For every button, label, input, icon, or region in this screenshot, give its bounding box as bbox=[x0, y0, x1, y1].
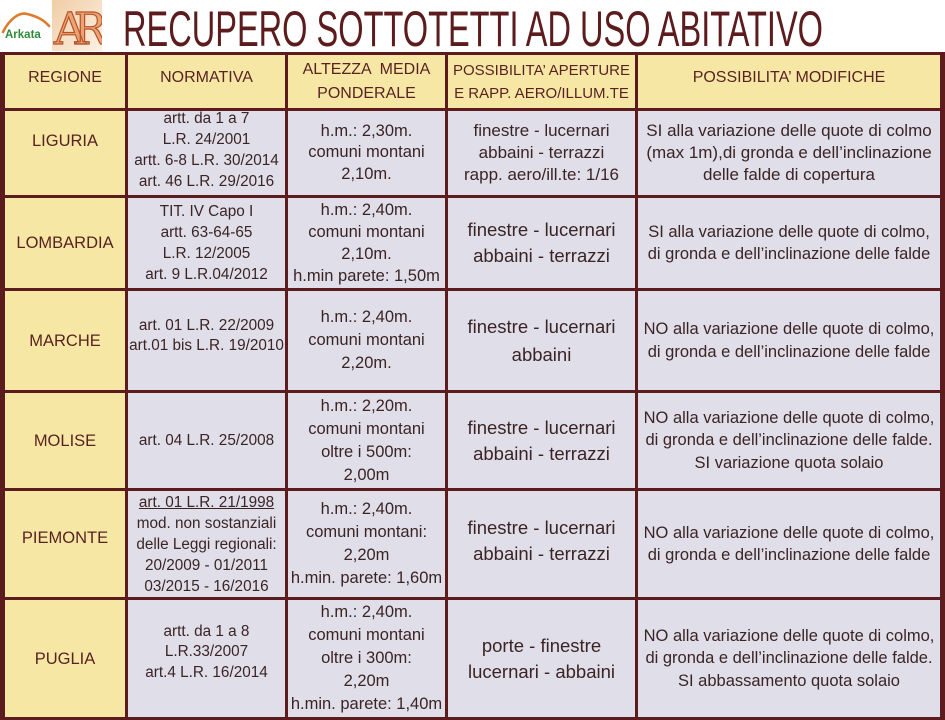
modifiche-line: NO alla variazione delle quote di colmo, bbox=[643, 523, 935, 542]
normativa-line: art. 9 L.R.04/2012 bbox=[145, 266, 268, 283]
normativa-line: artt. da 1 a 8 bbox=[163, 622, 250, 640]
normativa-line: art. 46 L.R. 29/2016 bbox=[138, 173, 275, 190]
altezza-line: oltre i 500m: bbox=[321, 442, 412, 461]
modifiche-line: di gronda e dell’inclinazione delle falde bbox=[647, 245, 931, 263]
modifiche-line: di gronda e dell’inclinazione delle falde bbox=[647, 546, 931, 564]
modifiche-cell-puglia bbox=[638, 600, 940, 717]
altezza-line: h.m.: 2,40m. bbox=[320, 201, 413, 219]
modifiche-line: SI alla variazione delle quote di colmo, bbox=[648, 222, 930, 241]
normativa-line: mod. non sostanziali bbox=[136, 514, 277, 532]
modifiche-line: SI variazione quota solaio bbox=[694, 453, 884, 472]
altezza-line: 2,20m bbox=[343, 672, 390, 690]
altezza-line: h.m.: 2,20m. bbox=[320, 396, 413, 415]
altezza-line: comuni montani bbox=[308, 626, 425, 644]
altezza-line: h.m.: 2,40m. bbox=[320, 308, 413, 326]
header-label: REGIONE bbox=[28, 68, 102, 86]
header-modifiche bbox=[638, 55, 940, 108]
modifiche-cell-lombardia bbox=[638, 198, 940, 288]
normativa-line: L.R.33/2007 bbox=[164, 643, 249, 661]
altezza-line: h.m.: 2,40m. bbox=[320, 500, 413, 518]
aperture-cell-marche bbox=[448, 291, 635, 390]
altezza-cell-marche bbox=[288, 291, 445, 390]
normativa-line: art.01 bis L.R. 19/2010 bbox=[129, 337, 284, 354]
normativa-line: art. 04 L.R. 25/2008 bbox=[138, 432, 275, 449]
region-lombardia bbox=[5, 198, 125, 288]
normativa-line: art. 01 L.R. 21/1998 bbox=[138, 493, 275, 511]
modifiche-cell-liguria bbox=[638, 111, 940, 195]
region-piemonte bbox=[5, 491, 125, 597]
header-label: POSSIBILITA’ MODIFICHE bbox=[692, 68, 886, 86]
altezza-cell-liguria bbox=[288, 111, 445, 195]
altezza-cell-puglia bbox=[288, 600, 445, 717]
modifiche-line: NO alla variazione delle quote di colmo, bbox=[643, 408, 935, 427]
altezza-line: comuni montani bbox=[308, 143, 425, 162]
aperture-line: finestre - lucernari bbox=[467, 315, 616, 337]
normativa-cell-puglia bbox=[128, 600, 285, 717]
aperture-line: abbaini bbox=[511, 343, 572, 365]
regulations-table bbox=[0, 52, 945, 720]
normativa-cell-molise bbox=[128, 393, 285, 488]
header-aperture bbox=[448, 55, 635, 108]
modifiche-line: di gronda e dell’inclinazione delle falde. bbox=[645, 431, 933, 450]
altezza-line: h.m.: 2,30m. bbox=[320, 121, 413, 140]
aperture-cell-liguria bbox=[448, 111, 635, 195]
altezza-line: 2,00m bbox=[343, 465, 390, 484]
normativa-line: art. 01 L.R. 22/2009 bbox=[138, 317, 275, 334]
aperture-cell-lombardia bbox=[448, 198, 635, 288]
altezza-line: 2,10m. bbox=[341, 164, 392, 183]
ar-monogram-logo bbox=[52, 0, 102, 51]
aperture-line: finestre - lucernari bbox=[473, 121, 610, 140]
normativa-cell-lombardia bbox=[128, 198, 285, 288]
region-liguria bbox=[5, 111, 125, 195]
altezza-line: 2,20m. bbox=[341, 354, 392, 372]
header-label: ALTEZZA MEDIA bbox=[302, 60, 431, 78]
normativa-line: TIT. IV Capo I bbox=[159, 203, 254, 220]
altezza-line: 2,20m bbox=[343, 546, 390, 564]
modifiche-line: di gronda e dell’inclinazione delle falde bbox=[647, 342, 931, 361]
page-title-text: RECUPERO SOTTOTETTI AD USO ABITATIVO bbox=[123, 1, 823, 52]
region-puglia bbox=[5, 600, 125, 717]
normativa-line: delle Leggi regionali: bbox=[136, 535, 277, 553]
aperture-line: abbaini - terrazzi bbox=[478, 143, 605, 162]
altezza-line: 2,10m. bbox=[341, 245, 392, 263]
normativa-line: 20/2009 - 01/2011 bbox=[144, 556, 269, 574]
region-name: PUGLIA bbox=[34, 649, 96, 668]
monogram-letters: AR bbox=[54, 4, 95, 51]
altezza-line: comuni montani bbox=[308, 419, 425, 438]
modifiche-line: di gronda e dell’inclinazione delle falde. bbox=[645, 649, 933, 668]
altezza-line: h.min parete: 1,50m bbox=[293, 267, 440, 285]
modifiche-cell-molise bbox=[638, 393, 940, 488]
region-name: LOMBARDIA bbox=[16, 234, 114, 252]
page-title bbox=[121, 0, 827, 52]
modifiche-line: NO alla variazione delle quote di colmo, bbox=[643, 626, 935, 645]
region-name: PIEMONTE bbox=[21, 529, 109, 547]
aperture-line: porte - finestre bbox=[481, 634, 602, 656]
modifiche-cell-marche bbox=[638, 291, 940, 390]
altezza-line: comuni montani bbox=[308, 331, 425, 349]
normativa-line: L.R. 12/2005 bbox=[162, 245, 251, 262]
header-regione bbox=[5, 55, 125, 108]
region-name: MARCHE bbox=[29, 331, 101, 350]
aperture-line: abbaini - terrazzi bbox=[473, 245, 610, 266]
normativa-line: artt. da 1 a 7 bbox=[163, 110, 250, 127]
region-name: LIGURIA bbox=[31, 132, 99, 150]
modifiche-line: NO alla variazione delle quote di colmo, bbox=[643, 320, 935, 338]
header-label: E RAPP. AERO/ILLUM.TE bbox=[454, 84, 629, 102]
modifiche-line: SI alla variazione delle quote di colmo bbox=[646, 121, 932, 140]
normativa-line: artt. 6-8 L.R. 30/2014 bbox=[134, 152, 279, 169]
modifiche-line: SI abbassamento quota solaio bbox=[678, 671, 900, 690]
aperture-cell-piemonte bbox=[448, 491, 635, 597]
altezza-cell-molise bbox=[288, 393, 445, 488]
brand-name: Arkata bbox=[5, 29, 41, 41]
modifiche-line: (max 1m),di gronda e dell’inclinazione bbox=[646, 143, 932, 162]
normativa-line: artt. 63-64-65 bbox=[160, 224, 253, 241]
aperture-cell-molise bbox=[448, 393, 635, 488]
altezza-cell-piemonte bbox=[288, 491, 445, 597]
header-normativa bbox=[128, 55, 285, 108]
header-label: NORMATIVA bbox=[160, 68, 253, 86]
modifiche-line: delle falde di copertura bbox=[702, 165, 875, 184]
altezza-line: comuni montani: bbox=[305, 523, 428, 541]
region-name: MOLISE bbox=[33, 431, 97, 450]
aperture-line: abbaini - terrazzi bbox=[473, 442, 610, 464]
aperture-line: abbaini - terrazzi bbox=[473, 543, 610, 564]
altezza-line: oltre i 300m: bbox=[321, 649, 412, 667]
aperture-line: rapp. aero/ill.te: 1/16 bbox=[464, 165, 619, 184]
header-label: POSSIBILITA’ APERTURE bbox=[453, 61, 630, 79]
normativa-cell-liguria bbox=[128, 111, 285, 195]
normativa-cell-piemonte bbox=[128, 491, 285, 597]
altezza-line: h.m.: 2,40m. bbox=[320, 603, 413, 621]
header-altezza bbox=[288, 55, 445, 108]
aperture-line: finestre - lucernari bbox=[467, 416, 616, 438]
altezza-line: h.min. parete: 1,40m bbox=[290, 695, 443, 713]
altezza-line: comuni montani bbox=[308, 223, 425, 241]
region-marche bbox=[5, 291, 125, 390]
altezza-line: h.min. parete: 1,60m bbox=[290, 569, 443, 587]
aperture-line: finestre - lucernari bbox=[467, 517, 616, 538]
normativa-line: L.R. 24/2001 bbox=[162, 131, 251, 148]
aperture-line: finestre - lucernari bbox=[467, 219, 616, 240]
normativa-line: 03/2015 - 16/2016 bbox=[144, 577, 269, 595]
normativa-line: art.4 L.R. 16/2014 bbox=[145, 663, 268, 681]
arkata-logo bbox=[0, 6, 52, 50]
aperture-line: lucernari - abbaini bbox=[467, 660, 616, 682]
altezza-cell-lombardia bbox=[288, 198, 445, 288]
title-bar bbox=[0, 0, 945, 52]
region-molise bbox=[5, 393, 125, 488]
normativa-cell-marche bbox=[128, 291, 285, 390]
header-label: PONDERALE bbox=[317, 84, 416, 102]
modifiche-cell-piemonte bbox=[638, 491, 940, 597]
aperture-cell-puglia bbox=[448, 600, 635, 717]
